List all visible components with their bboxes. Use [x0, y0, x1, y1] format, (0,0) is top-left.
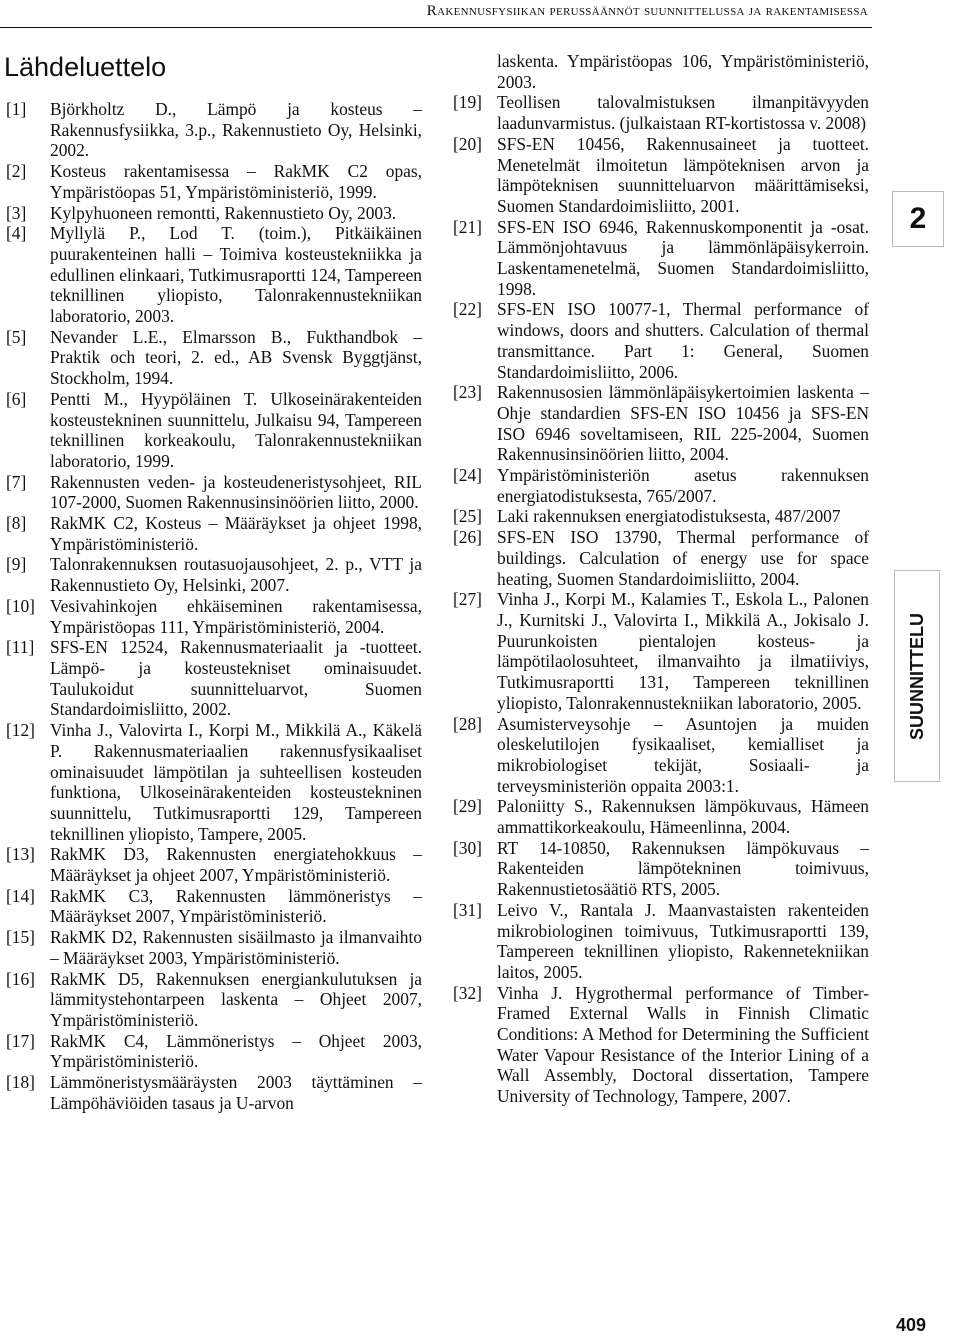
reference-text: RakMK D5, Rakennuksen energiankulutuksen ja lämmitystehontarpeen laskenta – Ohjeet 2007, Ympäristöministeriö. [50, 968, 422, 1030]
reference-entry [453, 506, 869, 527]
references-left-column [6, 99, 422, 1113]
reference-entry [6, 327, 422, 389]
reference-text: RakMK C4, Lämmöneristys – Ohjeet 2003, Ympäristöministeriö. [50, 1030, 422, 1072]
reference-number: [29] [453, 796, 482, 817]
section-tab [894, 570, 940, 782]
reference-number: [25] [453, 506, 482, 527]
reference-number: [20] [453, 133, 482, 154]
reference-number: [15] [6, 927, 35, 948]
reference-entry [453, 983, 869, 1107]
reference-text: SFS-EN ISO 13790, Thermal performance of buildings. Calculation of energy use for space heating, Suomen Standardoimisliitto, 2004. [497, 527, 869, 589]
reference-text: Leivo V., Rantala J. Maanvastaisten rakenteiden mikrobiologinen toimivuus, Tutkimusraportti 139, Tampereen teknillinen yliopisto, Rakennetekniikan laitos, 2005. [497, 899, 869, 982]
reference-entry [6, 99, 422, 161]
reference-text: Paloniitty S., Rakennuksen lämpökuvaus, Hämeen ammattikorkeakoulu, Hämeenlinna, 2004. [497, 796, 869, 838]
reference-entry [6, 513, 422, 554]
reference-number: [2] [6, 161, 27, 182]
reference-text: RakMK C3, Rakennusten lämmöneristys – Määräykset 2007, Ympäristöministeriö. [50, 885, 422, 927]
reference-number: [17] [6, 1030, 35, 1051]
reference-number: [12] [6, 720, 35, 741]
reference-entry [6, 554, 422, 595]
reference-entry [6, 720, 422, 844]
reference-text: Kylpyhuoneen remontti, Rakennustieto Oy, 2003. [50, 202, 397, 223]
reference-number: [28] [453, 713, 482, 734]
reference-entry [6, 161, 422, 202]
reference-entry [6, 886, 422, 927]
reference-entry [453, 299, 869, 382]
reference-text: Rakennusosien lämmönläpäisykertoimien laskenta – Ohje standardien SFS-EN ISO 10456 ja SFS-EN ISO 6946 soveltamiseen, RIL 225-2004, Suomen Rakennusinsinöörien liitto, 2004. [497, 382, 869, 465]
reference-number: [5] [6, 326, 27, 347]
reference-entry [6, 969, 422, 1031]
chapter-tab: 2 [892, 191, 944, 247]
reference-number: [22] [453, 299, 482, 320]
reference-entry [453, 465, 869, 506]
reference-entry [453, 134, 869, 217]
reference-text: SFS-EN 10456, Rakennusaineet ja tuotteet. Menetelmät ilmoitetun lämpöteknisen arvon ja lämpöteknisen suunnitteluarvon määrittämiseksi, Suomen Standardoimisliitto, 2001. [497, 133, 869, 216]
section-tab-label: SUUNNITTELU [906, 612, 927, 740]
reference-text: Vinha J., Korpi M., Kalamies T., Eskola L., Palonen J., Kurnitski J., Valovirta I., Mikkilä A., Jokisalo J. Puurunkoisten pientalojen kosteus- ja lämpötilaolosuhteet, ilmanvaihto ja ilmatiiviys, Tutkimusraportti 131, Tampereen teknillinen yliopisto, Talonrakennustekniikan laboratorio, 2005. [497, 589, 869, 713]
reference-entry [453, 382, 869, 465]
reference-entry [453, 92, 869, 133]
reference-number: [1] [6, 99, 27, 119]
section-title: Lähdeluettelo [4, 52, 167, 82]
reference-number: [30] [453, 837, 482, 858]
reference-text: RakMK D3, Rakennusten energiatehokkuus – Määräykset ja ohjeet 2007, Ympäristöministeriö. [50, 844, 422, 886]
reference-entry [6, 203, 422, 224]
header-rule [0, 27, 872, 28]
reference-number: [31] [453, 899, 482, 920]
reference-entry [453, 51, 869, 92]
reference-text: SFS-EN 12524, Rakennusmateriaalit ja -tuotteet. Lämpö- ja kosteustekniset ominaisuudet. Taulukoidut suunnitteluarvot, Suomen Standardoimisliitto, 2002. [50, 637, 422, 720]
reference-number: [13] [6, 844, 35, 865]
reference-number: [26] [453, 527, 482, 548]
reference-entry [6, 637, 422, 720]
reference-number: [7] [6, 471, 27, 492]
reference-text: Teollisen talovalmistuksen ilmanpitävyyden laadunvarmistus. (julkaistaan RT-kortistossa v. 2008) [497, 92, 869, 134]
reference-text: Rakennusten veden- ja kosteudeneristysohjeet, RIL 107-2000, Suomen Rakennusinsinöörien liitto, 2000. [50, 471, 422, 513]
reference-text: RakMK C2, Kosteus – Määräykset ja ohjeet 1998, Ympäristöministeriö. [50, 513, 422, 554]
reference-text: Vesivahinkojen ehkäiseminen rakentamisessa, Ympäristöopas 111, Ympäristöministeriö, 2004. [50, 595, 422, 637]
reference-text: Vinha J. Hygrothermal performance of Timber-Framed External Walls in Finnish Climatic Conditions: A Method for Determining the Sufficient Water Vapour Resistance of the Interior Lining of a Wall Assembly, Doctoral dissertation, Tampere University of Technology, Tampere, 2007. [497, 982, 869, 1107]
reference-text: SFS-EN ISO 6946, Rakennuskomponentit ja -osat. Lämmönjohtavuus ja lämmönläpäisykerroin. Laskentamenetelmä, Suomen Standardoimisliitto, 1998. [497, 216, 869, 299]
reference-entry [453, 217, 869, 300]
reference-entry [453, 714, 869, 797]
reference-entry [453, 589, 869, 713]
reference-text: Talonrakennuksen routasuojausohjeet, 2. p., VTT ja Rakennustieto Oy, Helsinki, 2007. [50, 554, 422, 596]
reference-number: [27] [453, 589, 482, 610]
reference-number: [3] [6, 202, 27, 223]
reference-entry [6, 1072, 422, 1113]
reference-entry [6, 223, 422, 327]
reference-text: Asumisterveysohje – Asuntojen ja muiden oleskelutilojen fysikaaliset, kemialliset ja mikrobiologiset tekijät, Sosiaali- ja terveysministeriön oppaita 2003:1. [497, 713, 869, 796]
reference-number: [14] [6, 885, 35, 906]
reference-text: Nevander L.E., Elmarsson B., Fukthandbok – Praktik och teori, 2. ed., AB Svensk Byggtjänst, Stockholm, 1994. [50, 326, 422, 389]
reference-entry [6, 1031, 422, 1072]
reference-number: [9] [6, 554, 27, 575]
reference-number: [4] [6, 223, 27, 244]
reference-number: [11] [6, 637, 35, 658]
reference-text: RakMK D2, Rakennusten sisäilmasto ja ilmanvaihto – Määräykset 2003, Ympäristöministeriö. [50, 927, 422, 968]
reference-number: [32] [453, 982, 482, 1003]
running-header: Rakennusfysiikan perussäännöt suunnittelussa ja rakentamisessa [426, 3, 868, 19]
reference-entry [6, 389, 422, 472]
reference-text: Björkholtz D., Lämpö ja kosteus – Rakennusfysiikka, 3.p., Rakennustieto Oy, Helsinki, 2002. [50, 99, 422, 161]
reference-number: [19] [453, 92, 482, 113]
reference-entry [453, 900, 869, 983]
reference-entry [6, 472, 422, 513]
reference-number: [6] [6, 388, 27, 409]
reference-entry [6, 596, 422, 637]
reference-text: Ympäristöministeriön asetus rakennuksen energiatodistuksesta, 765/2007. [497, 465, 869, 506]
reference-entry [6, 927, 422, 968]
reference-text: Lämmöneristysmääräysten 2003 täyttäminen – Lämpöhäviöiden tasaus ja U-arvon [50, 1072, 422, 1113]
reference-text: RT 14-10850, Rakennuksen lämpökuvaus – Rakenteiden lämpötekninen toimivuus, Rakennustietosäätiö RTS, 2005. [497, 837, 869, 900]
reference-text: Kosteus rakentamisessa – RakMK C2 opas, Ympäristöopas 51, Ympäristöministeriö, 1999. [50, 161, 422, 202]
page-number: 409 [895, 1315, 926, 1335]
reference-text: SFS-EN ISO 10077-1, Thermal performance of windows, doors and shutters. Calculation of thermal transmittance. Part 1: General, Suomen Standardoimisliitto, 2006. [497, 299, 869, 382]
reference-number: [16] [6, 968, 35, 989]
reference-entry [453, 796, 869, 837]
reference-text: Vinha J., Valovirta I., Korpi M., Mikkilä A., Käkelä P. Rakennusmateriaalien rakennusfysikaaliset ominaisuudet lämpötilan ja suhteellisen kosteuden funktiona, Ulkoseinärakenteiden kosteustekninen suunnittelu, Tutkimusraportti 129, Tampereen teknillinen yliopisto, Tampere, 2005. [50, 720, 422, 844]
reference-text: Laki rakennuksen energiatodistuksesta, 487/2007 [497, 506, 841, 527]
reference-number: [18] [6, 1072, 35, 1093]
reference-entry [6, 844, 422, 885]
reference-number: [24] [453, 465, 482, 486]
reference-number: [10] [6, 595, 35, 616]
reference-number: [8] [6, 513, 27, 534]
reference-entry [453, 527, 869, 589]
reference-entry [453, 838, 869, 900]
reference-text: Pentti M., Hyypöläinen T. Ulkoseinärakenteiden kosteustekninen suunnittelu, Julkaisu 94, Tampereen teknillinen korkeakoulu, Talonrakennustekniikan laboratorio, 1999. [50, 388, 422, 471]
references-right-column [453, 51, 869, 1107]
reference-number: [21] [453, 216, 482, 237]
reference-text: laskenta. Ympäristöopas 106, Ympäristöministeriö, 2003. [497, 51, 869, 92]
reference-number: [23] [453, 382, 482, 403]
reference-text: Myllylä P., Lod T. (toim.), Pitkäikäinen puurakenteinen halli – Toimiva kosteustekniikka ja edullinen elinkaari, Tutkimusraportti 124, Tampereen teknillinen yliopisto, Talonrakennustekniikan laboratorio, 2003. [50, 223, 422, 327]
